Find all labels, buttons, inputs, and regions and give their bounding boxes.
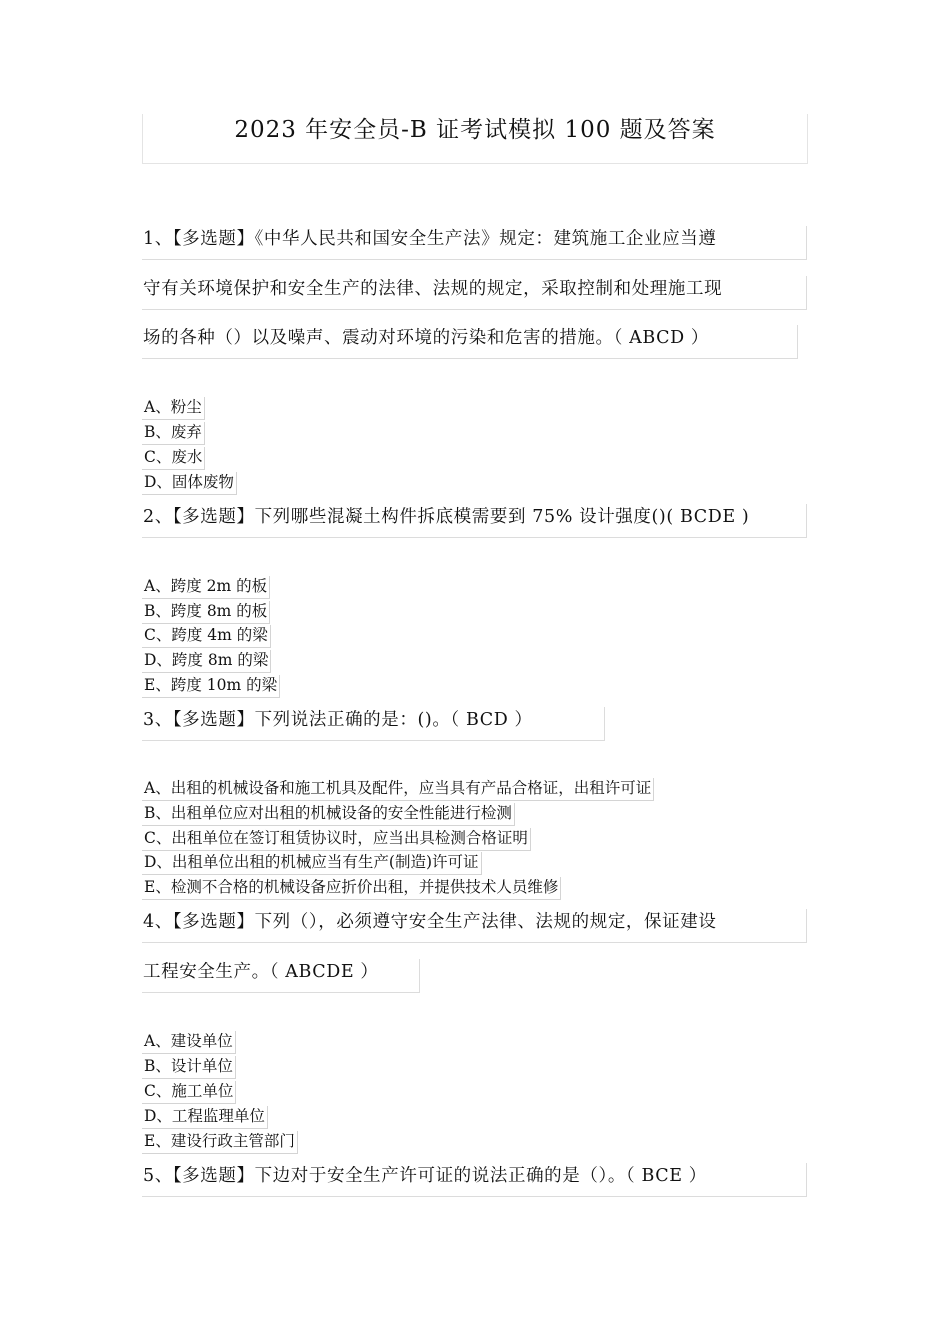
question-4-line-2: 工程安全生产。（ ABCDE ） bbox=[142, 959, 420, 993]
question-1-option-d: D、固体废物 bbox=[142, 472, 237, 495]
question-1-option-b: B、废弃 bbox=[142, 422, 205, 445]
question-5-line-1: 5、【多选题】下边对于安全生产许可证的说法正确的是（）。（ BCE ） bbox=[142, 1163, 807, 1197]
question-3-option-c: C、出租单位在签订租赁协议时，应当出具检测合格证明 bbox=[142, 828, 531, 851]
question-2-option-e: E、跨度 10m 的梁 bbox=[142, 675, 280, 698]
question-4-option-d: D、工程监理单位 bbox=[142, 1106, 268, 1129]
question-4-line-1: 4、【多选题】下列（），必须遵守安全生产法律、法规的规定，保证建设 bbox=[142, 909, 807, 943]
question-4-option-c: C、施工单位 bbox=[142, 1081, 236, 1104]
question-3-option-d: D、出租单位出租的机械应当有生产(制造)许可证 bbox=[142, 852, 482, 875]
question-1-line-2: 守有关环境保护和安全生产的法律、法规的规定，采取控制和处理施工现 bbox=[142, 276, 807, 310]
title-box bbox=[142, 114, 808, 164]
question-3-option-a: A、出租的机械设备和施工机具及配件，应当具有产品合格证，出租许可证 bbox=[142, 778, 654, 801]
question-1-option-a: A、粉尘 bbox=[142, 397, 205, 420]
question-1-line-1: 1、【多选题】《中华人民共和国安全生产法》规定：建筑施工企业应当遵 bbox=[142, 226, 807, 260]
question-3-option-e: E、检测不合格的机械设备应折价出租，并提供技术人员维修 bbox=[142, 877, 561, 900]
question-2-line-1: 2、【多选题】下列哪些混凝土构件拆底模需要到 75% 设计强度()( BCDE ) bbox=[142, 504, 807, 538]
question-2-option-c: C、跨度 4m 的梁 bbox=[142, 625, 271, 648]
question-2-option-d: D、跨度 8m 的梁 bbox=[142, 650, 271, 673]
question-3-option-b: B、出租单位应对出租的机械设备的安全性能进行检测 bbox=[142, 803, 515, 826]
page-title: 2023 年安全员-B 证考试模拟 100 题及答案 bbox=[234, 117, 716, 143]
question-4-option-a: A、建设单位 bbox=[142, 1031, 236, 1054]
question-4-option-e: E、建设行政主管部门 bbox=[142, 1131, 298, 1154]
question-2-option-b: B、跨度 8m 的板 bbox=[142, 601, 270, 624]
question-4-option-b: B、设计单位 bbox=[142, 1056, 236, 1079]
question-1-option-c: C、废水 bbox=[142, 447, 205, 470]
question-3-line-1: 3、【多选题】下列说法正确的是：()。（ BCD ） bbox=[142, 707, 605, 741]
question-2-option-a: A、跨度 2m 的板 bbox=[142, 576, 270, 599]
question-1-line-3: 场的各种（）以及噪声、震动对环境的污染和危害的措施。（ ABCD ） bbox=[142, 325, 798, 359]
